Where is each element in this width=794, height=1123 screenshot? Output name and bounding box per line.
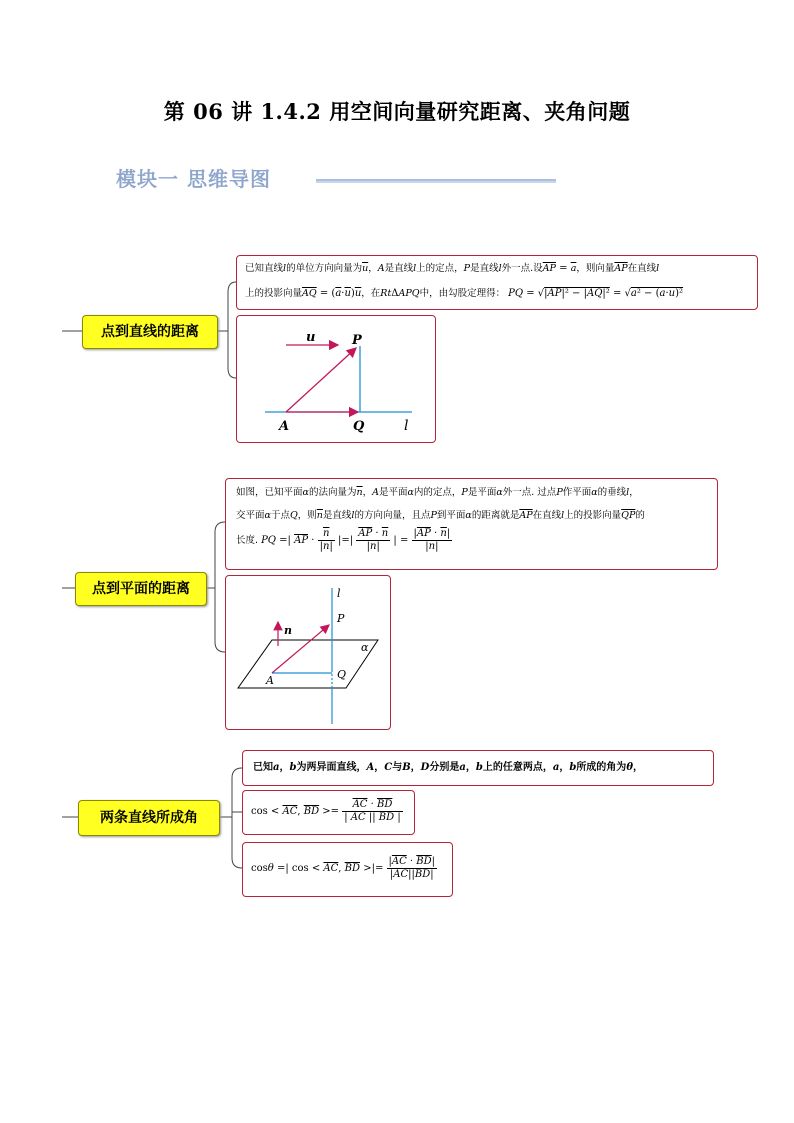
topic-point-to-line: 点到直线的距离 [82,315,218,349]
line-distance-text-box: 已知直线l的单位方向向量为$\overline{u}$，A是直线l上的定点，P是直线l外一点.设$\overline{AP} = \overline{a}$，则向量$\overline{AP}$在直线l 上的投影向量$\overline{AQ} = (\overline{a}\cdot\overline{u})\overline{u}$，在RtΔAPQ中，由勾股定理得： PQ = √|AP|² − |AQ|² = √a² − (a·u)² [236,255,758,310]
vector-AP [272,625,329,673]
label-l: l [404,418,409,434]
label-P: P [352,333,362,348]
angle-formula-box-1: $\cos < \overline{AC}$, $\overline{BD}$ >= $\frac{\overline{AC} \cdot \overline{BD}}{| \overline{AC} || \overline{BD} |}$ [242,790,415,835]
label-P: P [337,612,345,625]
angle-formula-box-2: cosθ =| $\cos < \overline{AC}$, $\overline{BD}$ >|= $\frac{|\overline{AC} \cdot \overline{BD}|}{|\overline{AC}||\overline{BD}|}$ [242,842,453,897]
topic-point-to-plane: 点到平面的距离 [75,572,207,606]
label-alpha: α [361,641,369,654]
label-A: A [279,419,290,434]
module-heading: 模块一 思维导图 [116,167,271,191]
label-Q: Q [353,419,365,434]
label-n: n [284,624,292,637]
page-title: 第 06 讲 1.4.2 用空间向量研究距离、夹角问题 [163,99,631,124]
plane-alpha [238,640,378,688]
plane-distance-text-box: 如图，已知平面α的法向量为$\overline{n}$，A是平面α内的定点，P是平面α外一点. 过点P作平面α的垂线l， 交平面α于点Q，则$\overline{n}$是直线l的方向向量，且点P到平面α的距离就是$\overline{AP}$在直线l上的投影向量$\overline{QP}$的 长度. PQ =| $\overline{AP}$ · $\frac{\overline{n}}{|n|}$ |=| $\frac{\overline{AP} \cdot \overline{n}}{|n|}$ | = $\frac{|\overline{AP} \cdot \overline{n}|}{|n|}$ [225,478,718,570]
label-A: A [266,674,274,687]
label-Q: Q [337,668,347,681]
label-u: u [306,330,316,345]
topic-angle-between-lines: 两条直线所成角 [78,800,220,836]
angle-text-box: 已知a，b为两异面直线，A，C与B，D分别是a，b上的任意两点，a，b所成的角为θ， [242,750,714,786]
label-l: l [337,587,341,600]
